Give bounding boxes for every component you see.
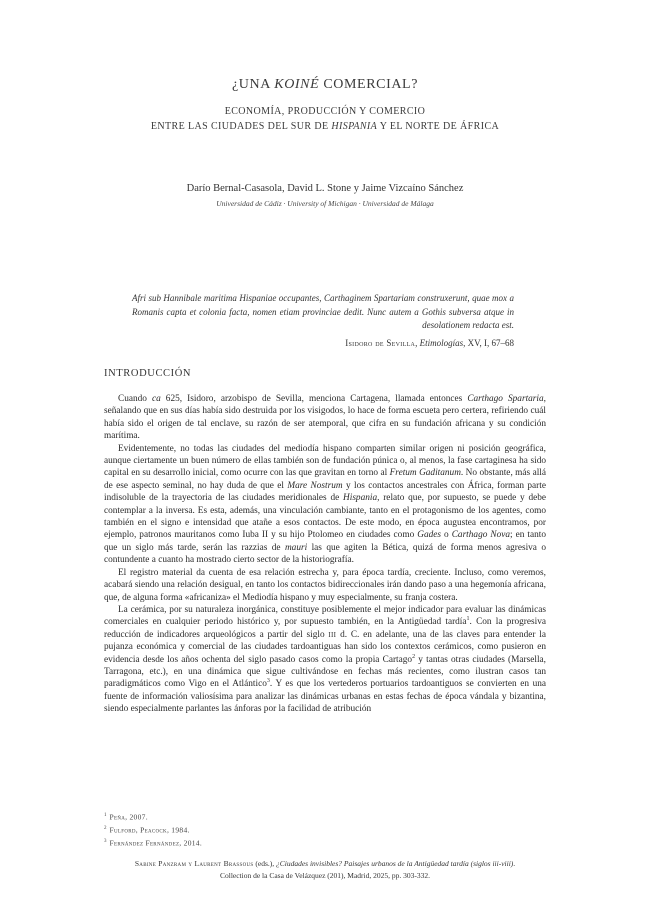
page-footer — [0, 858, 650, 882]
subtitle-suffix: Y EL NORTE DE ÁFRICA — [377, 121, 500, 132]
text-run-italic: Carthago Nova — [451, 530, 511, 541]
footnote-2 — [104, 823, 546, 836]
paragraph-1 — [104, 393, 546, 443]
text-run: , relato que, por supuesto, se puede y debe contemplar a la inversa. Es esta, además, una vinculación cambiante, tanto en el protagonismo de los agentes, como también en el signo e intensidad que atañe a esos contactos. De este modo, en época augustea encontramos, por ejemplo, patronos mauritanos como Iuba II y su hijo Ptolomeo en ciudades como — [104, 493, 546, 541]
authors: Darío Bernal-Casasola, David L. Stone y Jaime Vizcaíno Sánchez — [186, 183, 464, 194]
epigraph-work: Etimologías — [419, 338, 464, 348]
footer-eds: (eds.), — [253, 859, 276, 868]
article-title — [0, 77, 650, 93]
footnote-number: 1 — [104, 813, 107, 818]
text-run: las que agiten la Bética, quizá de forma menos agresiva o contundente a cuanto ha mostrado cierto sector de la historiografía. — [104, 542, 546, 566]
epigraph-ref: , XV, I, 67–68 — [463, 338, 514, 348]
epigraph-source: Isidoro de Sevilla, Etimologías, XV, I, 67–68 — [345, 338, 514, 348]
text-run: 625, Isidoro, arzobispo de Sevilla, menciona Cartagena, llamada entonces — [160, 394, 468, 404]
paragraph-4 — [104, 604, 546, 716]
footnote-text: Fernández Fernández, 2014. — [109, 838, 203, 848]
footer-line1 — [0, 858, 650, 870]
section-heading: INTRODUCCIÓN — [104, 368, 192, 379]
article-subtitle-line1: ECONOMÍA, PRODUCCIÓN Y COMERCIO — [224, 106, 426, 117]
footnotes — [104, 810, 546, 849]
text-run-italic: Carthago Spartaria — [467, 394, 544, 404]
text-run-italic: Mare Nostrum — [287, 480, 343, 491]
text-run: o — [441, 530, 452, 541]
body-text — [104, 393, 546, 716]
text-run-italic: Hispania — [343, 493, 378, 504]
footnote-ref-1[interactable]: 1 — [466, 616, 470, 623]
text-run-italic: ca — [151, 394, 161, 404]
text-run-smallcaps: iii — [328, 629, 337, 640]
footnote-1 — [104, 810, 546, 823]
footnote-ref-2[interactable]: 2 — [412, 653, 416, 660]
text-run: . Con la progresiva reducción de indicadores arqueológicos a partir del siglo — [104, 617, 546, 640]
text-run: y tantas otras ciudades (Marsella, Tarragona, etc.), en una dinámica que sigue cultivándose en fechas más recientes, como ilustran casos tan paradigmáticos como Vigo en el Atlántico — [104, 654, 546, 690]
text-run: La cerámica, por su naturaleza inorgánica, constituye posiblemente el mejor indicador para evaluar las dinámicas comerciales en cualquier periodo histórico y, por supuesto también, en la Antigüedad tardía — [104, 604, 546, 628]
footer-tail: . — [513, 859, 516, 868]
subtitle-prefix: ENTRE LAS CIUDADES DEL SUR DE — [150, 121, 332, 132]
affiliations: Universidad de Cádiz · University of Michigan · Universidad de Málaga — [216, 199, 434, 208]
footer-book-title: ¿Ciudades invisibles? Paisajes urbanos de la Antigüedad tardía (siglos iii-viii) — [276, 859, 514, 868]
footnote-3 — [104, 836, 546, 849]
paragraph-2 — [104, 443, 546, 567]
article-subtitle-line2 — [0, 121, 650, 132]
text-run: . Y es que los vertederos portuarios tardoantiguos se convierten en una fuente de información valiosísima para analizar las dinámicas urbanas en estas fechas de época vándala y bizantina, siendo especialmente parlantes las ánforas por la facilidad de atribución — [104, 679, 546, 715]
title-prefix: ¿UNA — [231, 77, 275, 92]
footer-line2: Collection de la Casa de Velázquez (201), Madrid, 2025, pp. 303-332. — [219, 871, 431, 880]
epigraph: Afri sub Hannibale maritima Hispaniae occupantes, Carthaginem Spartariam construxerunt, quae mox a Romanis capta et colonia facta, nomen etiam provinciae dedit. Nunc autem a Gothis subversa atque in desolationem redacta est. — [132, 293, 514, 330]
text-run: ; en tanto que un siglo más tarde, serán las razzias de — [104, 530, 547, 553]
text-run: Evidentemente, no todas las ciudades del mediodía hispano comparten similar origen ni posición geográfica, aunque ciertamente un buen número de ellas también son de fundación púnica o, al menos, la fase cartaginesa ha sido capital en su desarrollo inicial, como ocurre con las que gravitan en torno al — [104, 443, 546, 479]
text-run-italic: Gades — [417, 530, 442, 541]
title-suffix: COMERCIAL? — [319, 77, 419, 92]
text-run: y los contactos ancestrales con África, forman parte indisoluble de la trayectoria de las ciudades meridionales de — [104, 480, 546, 504]
text-run: d. C. en adelante, una de las claves para entender la pujanza económica y comercial de las ciudades tardoantiguas han sido los contextos cerámicos, como pusieron en evidencia desde los años ochenta del siglo pasado casos como la propia Cartago — [104, 629, 546, 665]
subtitle-italic: HISPANIA — [331, 121, 378, 132]
title-italic: KOINÉ — [274, 77, 320, 92]
footnote-number: 2 — [104, 826, 107, 831]
text-run-italic: mauri — [284, 542, 308, 553]
footnote-ref-3[interactable]: 3 — [266, 678, 270, 685]
text-run: , señalando que en sus días había sido destruida por los visigodos, lo hace de forma escueta pero certera, refiriendo cuál había sido el origen de tal enclave, su razón de ser atemporal, que cifra en su fundación africana y su condición marítima. — [104, 394, 546, 442]
footnote-number: 3 — [104, 839, 107, 844]
footnote-text: Fulford, Peacock, 1984. — [109, 825, 190, 835]
text-run: Cuando — [118, 394, 152, 404]
footnote-text: Peña, 2007. — [109, 812, 148, 822]
paragraph-3: El registro material da cuenta de esa relación estrecha y, para época tardía, creciente. Incluso, como veremos, acabará siendo una relación desigual, en tanto los contactos bidireccionales irán dando paso a una hegemonía africana, que, de alguna forma «africaniza» el Mediodía hispano y muy especialmente, su franja costera. — [104, 567, 546, 603]
footer-editors: Sabine Panzram y Laurent Brassous — [134, 859, 254, 868]
epigraph-author: Isidoro de Sevilla — [345, 338, 416, 348]
text-run: . No obstante, más allá de ese aspecto seminal, no hay duda de que el — [104, 468, 547, 491]
text-run-italic: Fretum Gaditanum — [389, 468, 461, 479]
